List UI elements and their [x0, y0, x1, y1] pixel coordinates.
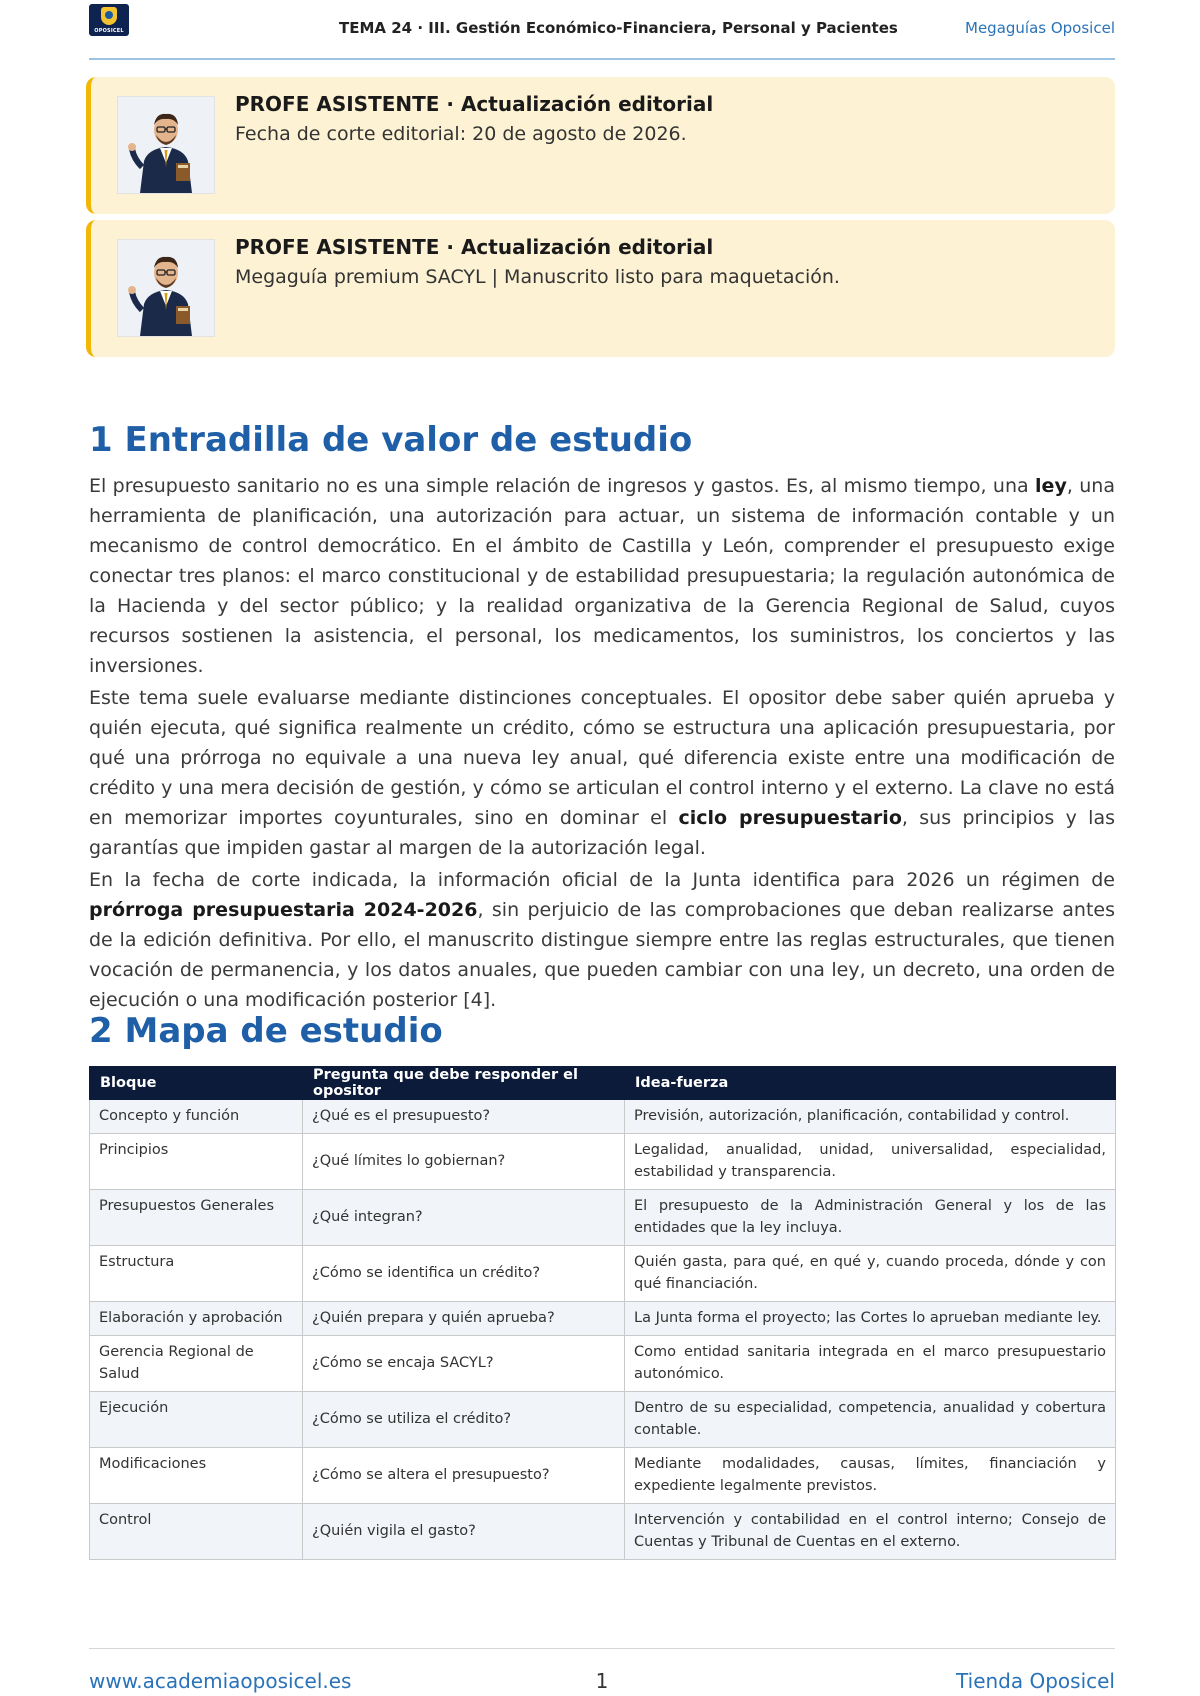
- table-cell: Legalidad, anualidad, unidad, universalidad, especialidad, estabilidad y transparencia.: [625, 1134, 1116, 1190]
- table-cell: Intervención y contabilidad en el control interno; Consejo de Cuentas y Tribunal de Cuentas en el externo.: [625, 1504, 1116, 1560]
- study-map-table: [89, 1066, 1116, 1560]
- table-row: [90, 1448, 1116, 1504]
- shield-icon: [101, 7, 117, 25]
- table-cell: Modificaciones: [90, 1448, 303, 1504]
- table-cell: ¿Qué integran?: [303, 1190, 625, 1246]
- callout-title: PROFE ASISTENTE · Actualización editorial: [235, 235, 714, 259]
- column-header: Idea-fuerza: [625, 1067, 1116, 1100]
- table-row: [90, 1336, 1116, 1392]
- table-row: [90, 1190, 1116, 1246]
- table-cell: ¿Quién vigila el gasto?: [303, 1504, 625, 1560]
- bold-term: ley: [1035, 475, 1067, 497]
- table-cell: ¿Quién prepara y quién aprueba?: [303, 1302, 625, 1336]
- table-cell: Estructura: [90, 1246, 303, 1302]
- logo-text: OPOSICEL: [94, 28, 124, 34]
- teacher-illustration-icon: [118, 240, 214, 336]
- callout-box: [86, 77, 1115, 214]
- body-paragraph: [89, 683, 1115, 863]
- table-cell: ¿Qué es el presupuesto?: [303, 1100, 625, 1134]
- text-run: En la fecha de corte indicada, la información oficial de la Junta identifica para 2026 un régimen de: [89, 869, 1115, 891]
- table-cell: Control: [90, 1504, 303, 1560]
- table-cell: ¿Cómo se identifica un crédito?: [303, 1246, 625, 1302]
- table-cell: Como entidad sanitaria integrada en el marco presupuestario autonómico.: [625, 1336, 1116, 1392]
- table-cell: Concepto y función: [90, 1100, 303, 1134]
- table-header-row: [90, 1067, 1116, 1100]
- store-link[interactable]: Tienda Oposicel: [956, 1669, 1115, 1693]
- section-heading: 2 Mapa de estudio: [89, 1011, 443, 1051]
- table-row: [90, 1504, 1116, 1560]
- page-footer: [89, 1648, 1115, 1695]
- table-row: [90, 1134, 1116, 1190]
- table-cell: ¿Cómo se utiliza el crédito?: [303, 1392, 625, 1448]
- table-row: [90, 1302, 1116, 1336]
- text-run: Este tema suele evaluarse mediante distinciones conceptuales. El opositor debe saber quién aprueba y quién ejecuta, qué significa realmente un crédito, cómo se estructura una aplicación presupuestaria, por qué una prórroga no equivale a una nueva ley anual, qué diferencia existe entre una modificación de crédito y una mera decisión de gestión, y cómo se articulan el control interno y el externo. La clave no está en memorizar importes coyunturales, sino en dominar el: [89, 687, 1115, 829]
- table-cell: ¿Cómo se altera el presupuesto?: [303, 1448, 625, 1504]
- page-header: [89, 0, 1115, 60]
- text-run: El presupuesto sanitario no es una simple relación de ingresos y gastos. Es, al mismo tiempo, una: [89, 475, 1036, 497]
- table-cell: El presupuesto de la Administración General y los de las entidades que la ley incluya.: [625, 1190, 1116, 1246]
- body-paragraph: [89, 865, 1115, 1015]
- bold-term: prórroga presupuestaria 2024-2026: [89, 899, 478, 921]
- table-cell: Quién gasta, para qué, en qué y, cuando proceda, dónde y con qué financiación.: [625, 1246, 1116, 1302]
- callout-box: [86, 220, 1115, 357]
- text-run: , sin perjuicio de las comprobaciones que deban realizarse antes de la edición definitiva. Por ello, el manuscrito distingue siempre entre las reglas estructurales, que tienen vocación de permanencia, y los datos anuales, que pueden cambiar con una ley, un decreto, una orden de ejecución o una modificación posterior [4].: [89, 899, 1115, 1011]
- table-cell: Elaboración y aprobación: [90, 1302, 303, 1336]
- page-number: 1: [595, 1669, 609, 1693]
- header-brand-link[interactable]: Megaguías Oposicel: [965, 19, 1115, 37]
- table-cell: ¿Cómo se encaja SACYL?: [303, 1336, 625, 1392]
- column-header: Bloque: [90, 1067, 303, 1100]
- callout-text: Megaguía premium SACYL | Manuscrito listo para maquetación.: [235, 266, 840, 288]
- table-cell: La Junta forma el proyecto; las Cortes lo aprueban mediante ley.: [625, 1302, 1116, 1336]
- teacher-illustration-icon: [118, 97, 214, 193]
- table-cell: Mediante modalidades, causas, límites, financiación y expediente legalmente previstos.: [625, 1448, 1116, 1504]
- header-title: TEMA 24 · III. Gestión Económico-Financiera, Personal y Pacientes: [339, 19, 898, 37]
- teacher-avatar: [117, 239, 215, 337]
- website-link[interactable]: www.academiaoposicel.es: [89, 1669, 352, 1693]
- teacher-avatar: [117, 96, 215, 194]
- oposicel-logo[interactable]: [89, 4, 129, 36]
- table-row: [90, 1100, 1116, 1134]
- table-cell: ¿Qué límites lo gobiernan?: [303, 1134, 625, 1190]
- table-cell: Presupuestos Generales: [90, 1190, 303, 1246]
- table-cell: Gerencia Regional de Salud: [90, 1336, 303, 1392]
- table-cell: Dentro de su especialidad, competencia, anualidad y cobertura contable.: [625, 1392, 1116, 1448]
- callout-text: Fecha de corte editorial: 20 de agosto de 2026.: [235, 123, 687, 145]
- table-cell: Previsión, autorización, planificación, contabilidad y control.: [625, 1100, 1116, 1134]
- body-paragraph: [89, 471, 1115, 681]
- text-run: , una herramienta de planificación, una autorización para actuar, un sistema de información contable y un mecanismo de control democrático. En el ámbito de Castilla y León, comprender el presupuesto exige conectar tres planos: el marco constitucional y de estabilidad presupuestaria; la regulación autonómica de la Hacienda y del sector público; y la realidad organizativa de la Gerencia Regional de Salud, cuyos recursos sostienen la asistencia, el personal, los medicamentos, los suministros, los conciertos y las inversiones.: [89, 475, 1115, 677]
- table-row: [90, 1392, 1116, 1448]
- table-row: [90, 1246, 1116, 1302]
- column-header: Pregunta que debe responder el opositor: [303, 1067, 625, 1100]
- section-body: [89, 471, 1115, 1017]
- table-cell: Ejecución: [90, 1392, 303, 1448]
- bold-term: ciclo presupuestario: [678, 807, 902, 829]
- callout-title: PROFE ASISTENTE · Actualización editorial: [235, 92, 714, 116]
- section-heading: 1 Entradilla de valor de estudio: [89, 420, 693, 460]
- table-cell: Principios: [90, 1134, 303, 1190]
- text-run: , sus principios y las garantías que impiden gastar al margen de la autorización legal.: [89, 807, 1116, 859]
